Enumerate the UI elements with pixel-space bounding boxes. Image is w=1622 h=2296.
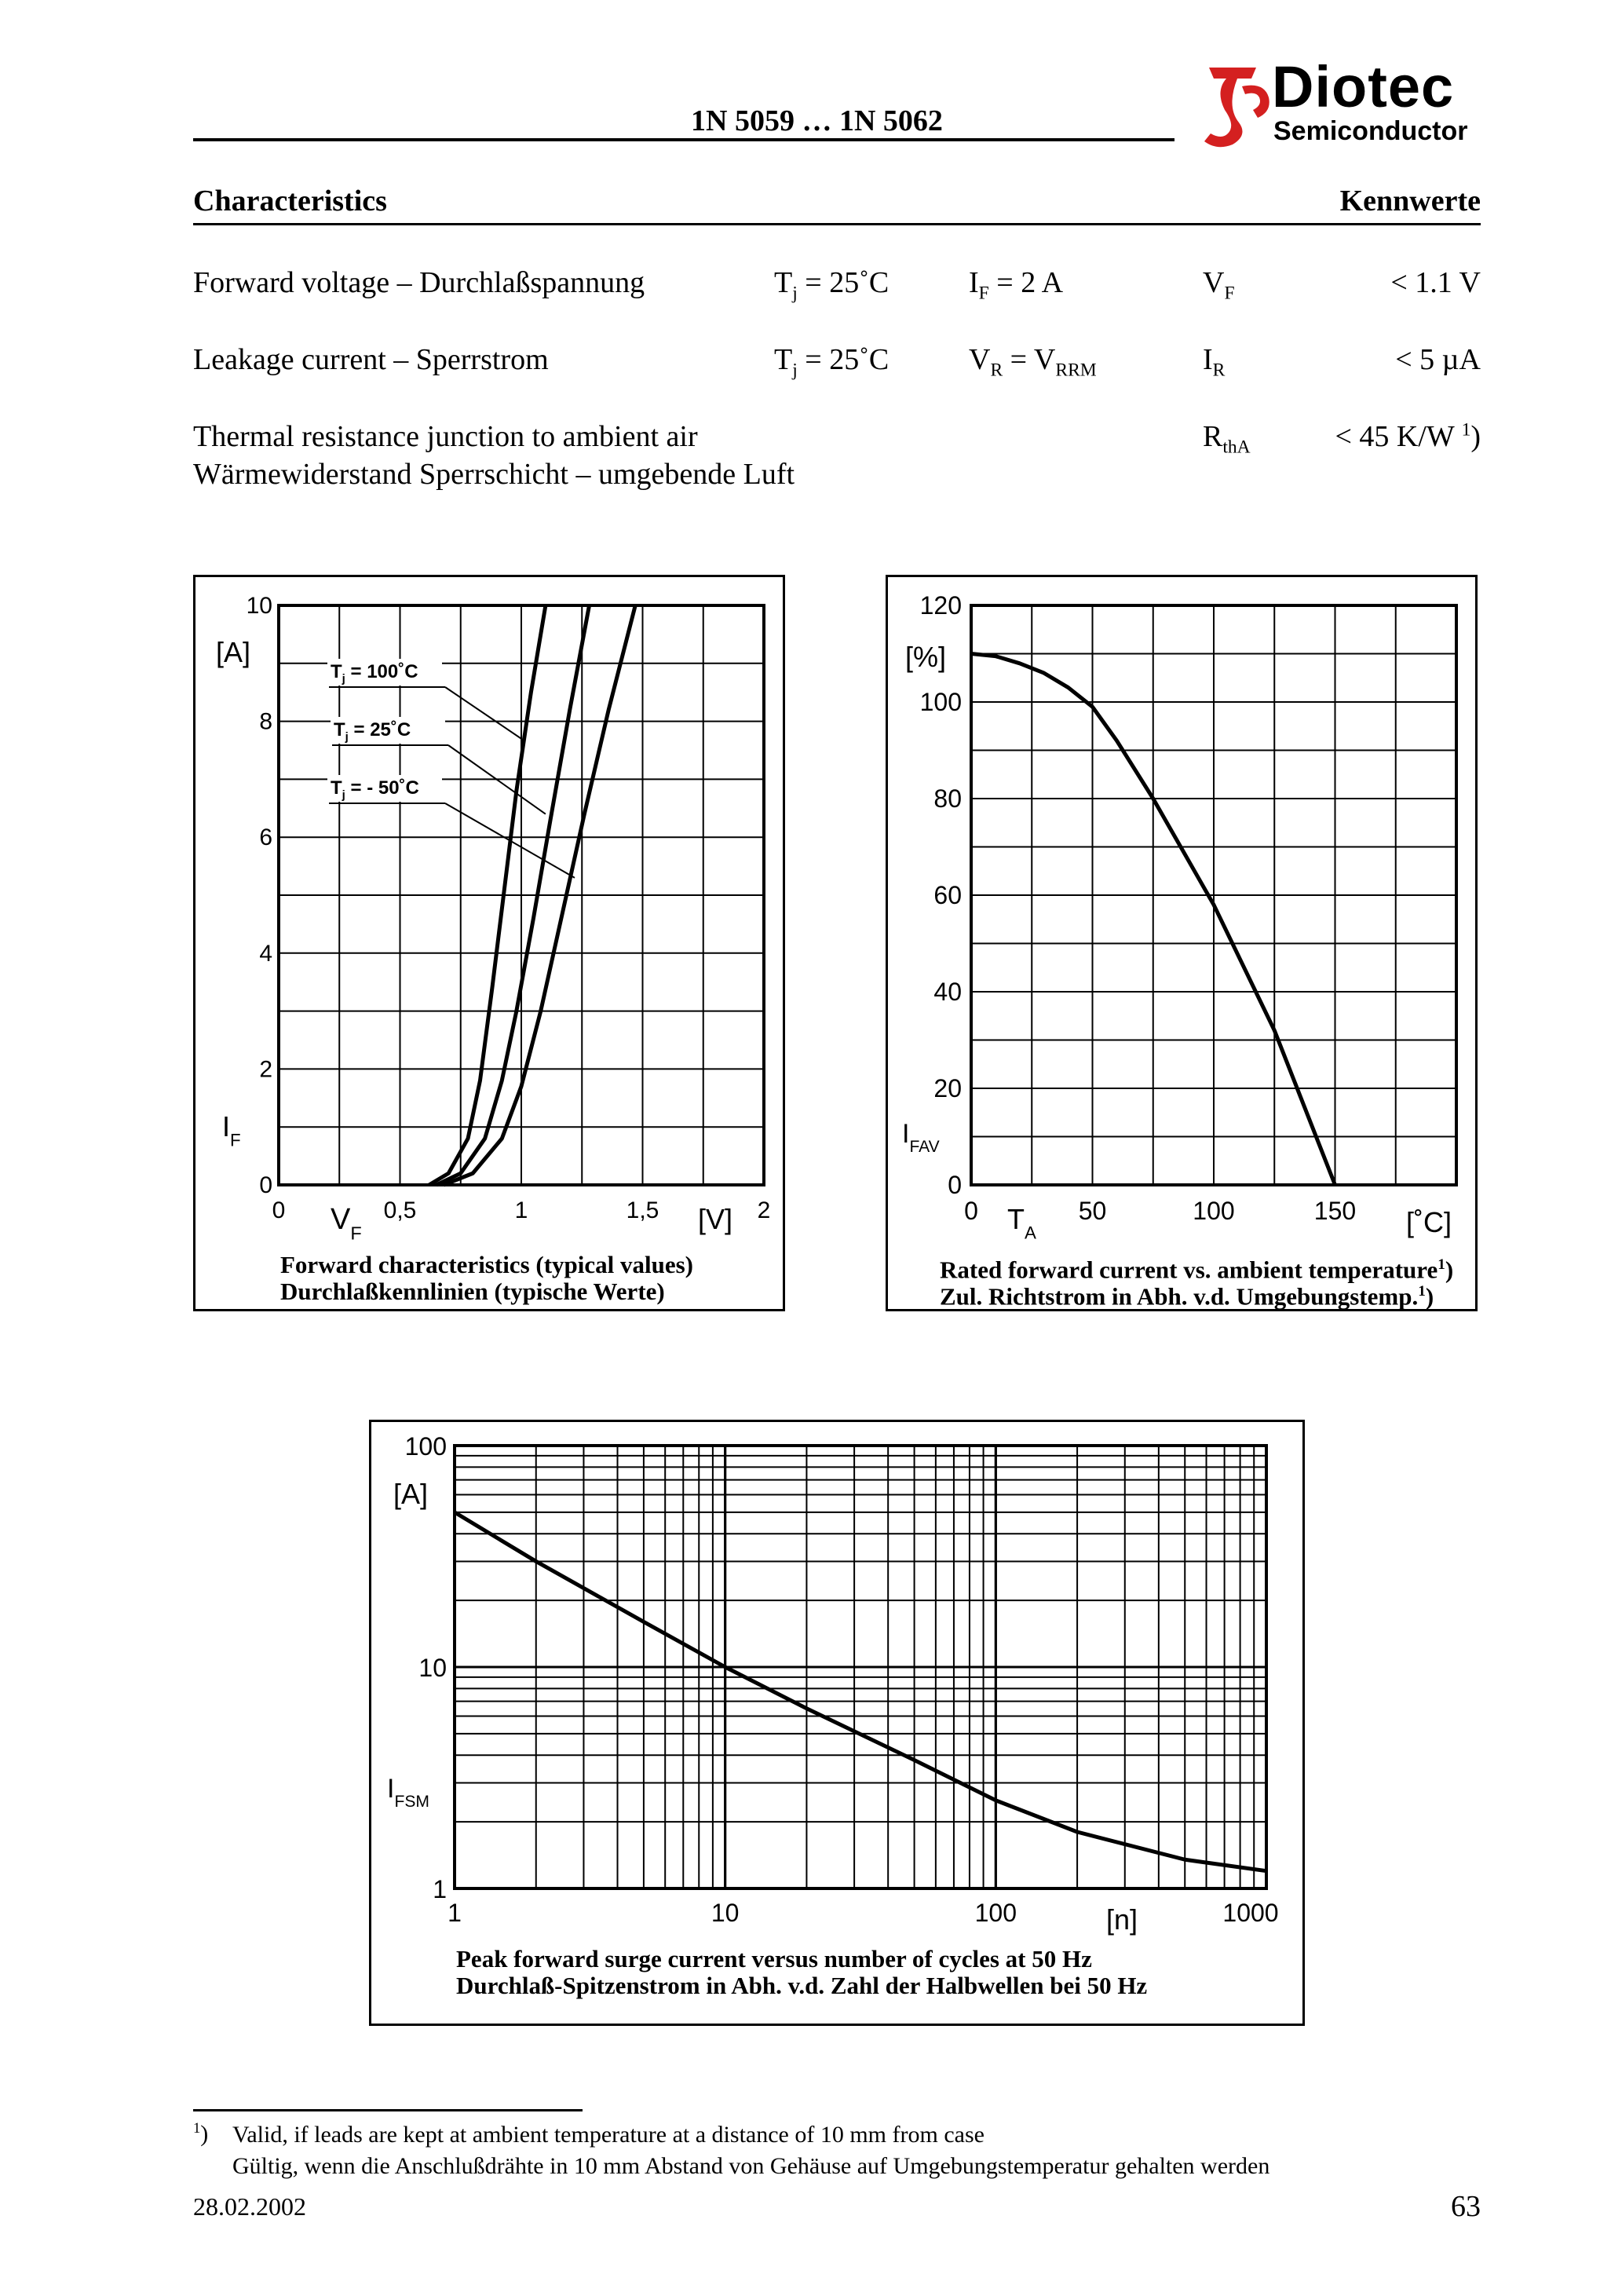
y-tick-label: 1 [433,1875,447,1903]
chart-surge-svg [371,1422,1302,2024]
x-tick-label: 1,5 [626,1197,659,1223]
row-thermal-value: < 45 K/W $^1$) [1335,419,1481,453]
y-tick-label: 80 [933,784,962,813]
x-tick-label: 150 [1313,1197,1357,1225]
y-tick-label: 0 [948,1171,962,1199]
y-axis-label: $I_{FAV}$ [902,1119,940,1156]
y-tick-label: 4 [259,940,272,967]
footnote-line-de: Gültig, wenn die Anschlußdrähte in 10 mm Abstand von Gehäuse auf Umgebungstemperatur gehalten werden [232,2153,1270,2179]
row-thermal-label-en: Thermal resistance junction to ambient air [193,420,698,453]
series-line-0 [455,1512,1266,1871]
row-forward-voltage-cond2: $I_F = 2$ A [969,266,1064,304]
x-tick-label: 0 [964,1197,978,1225]
document-title: 1N 5059 … 1N 5062 [691,104,943,137]
y-tick-label: 40 [933,978,962,1006]
series-label-0: $T_j$ = 100˚C [331,661,418,686]
section-title-de: Kennwerte [1339,185,1481,218]
row-leakage-label: Leakage current – Sperrstrom [193,343,549,376]
row-leakage-cond1: $T_j$ = 25˚C [774,343,890,381]
chart-forward-svg [195,577,783,1309]
x-tick-label: 100 [1193,1197,1235,1225]
logo-name: Diotec [1272,54,1455,119]
y-tick-label: 100 [919,688,962,716]
row-thermal-label-de: Wärmewiderstand Sperrschicht – umgebende Luft [193,458,795,491]
x-axis-label: $V_F$ [331,1203,362,1244]
x-unit-label: [˚C] [1406,1206,1452,1238]
chart3-title: Peak forward surge current versus number of cycles at 50 Hz [456,1945,1092,1972]
y-tick-label: 2 [259,1056,272,1083]
y-unit-label: [A] [393,1478,429,1510]
y-tick-label: 8 [259,708,272,735]
x-axis-label: $T_A$ [1007,1203,1036,1243]
x-tick-label: 10 [711,1899,740,1927]
series-label-1: $T_j$ = 25˚C [334,719,411,744]
y-tick-label: 120 [919,591,962,620]
chart1-title: Forward characteristics (typical values) [280,1251,694,1278]
row-leakage-value: < 5 µA [1395,343,1481,376]
row-forward-voltage-cond1: $T_j$ = 25˚C [774,266,890,304]
y-tick-label: 100 [404,1432,447,1461]
row-thermal-symbol: $R_{thA}$ [1203,420,1251,458]
x-tick-label: 1 [514,1197,528,1223]
chart1-subtitle: Durchlaßkennlinien (typische Werte) [280,1278,665,1305]
x-tick-label: 1 [448,1899,462,1927]
footnote-rule [193,2109,583,2111]
footnote-mark: $^1$) [193,2120,209,2147]
series-label-2: $T_j$ = - 50˚C [331,777,419,802]
y-tick-label: 0 [259,1172,272,1198]
y-axis-label: $I_{FSM}$ [387,1774,429,1811]
chart2-subtitle: Zul. Richtstrom in Abh. v.d. Umgebungstemp.$^1$) [940,1282,1434,1311]
logo-subtitle: Semiconductor [1273,116,1468,146]
row-forward-voltage-value: < 1.1 V [1390,266,1481,299]
footnote-line-en: Valid, if leads are kept at ambient temperature at a distance of 10 mm from case [232,2122,985,2148]
chart-forward-characteristics [193,575,785,1311]
row-leakage-symbol: $I_R$ [1203,343,1226,381]
x-tick-label: 50 [1078,1197,1107,1225]
x-tick-label: 0,5 [383,1197,417,1223]
y-unit-label: [%] [905,641,947,673]
y-tick-label: 60 [933,881,962,909]
x-axis-label: [n] [1105,1903,1138,1936]
header-rule [193,138,1174,141]
diotec-logo-icon [1193,60,1280,152]
x-tick-label: 1000 [1222,1899,1279,1927]
chart2-title: Rated forward current vs. ambient temperature$^1$) [940,1256,1454,1284]
document-date: 28.02.2002 [193,2192,306,2221]
chart-surge-current [369,1420,1305,2026]
row-leakage-cond2: $V_R = V_{RRM}$ [969,343,1097,381]
row-forward-voltage-label: Forward voltage – Durchlaßspannung [193,266,645,299]
chart-rated-svg [888,577,1475,1309]
section-title-en: Characteristics [193,185,387,218]
x-tick-label: 2 [757,1197,771,1223]
row-forward-voltage-symbol: $V_F$ [1203,266,1235,304]
section-rule [193,223,1481,225]
chart-rated-current [886,575,1478,1311]
y-unit-label: [A] [216,636,251,668]
x-tick-label: 0 [272,1197,286,1223]
y-axis-label: $I_F$ [222,1110,241,1150]
y-tick-label: 20 [933,1074,962,1102]
series-label-leader [445,803,575,878]
series-label-leader [445,687,521,739]
chart3-subtitle: Durchlaß-Spitzenstrom in Abh. v.d. Zahl der Halbwellen bei 50 Hz [456,1972,1148,1999]
y-tick-label: 10 [418,1654,447,1682]
x-unit-label: [V] [698,1203,733,1235]
y-tick-label: 10 [246,593,272,619]
page-number: 63 [1451,2190,1481,2223]
x-tick-label: 100 [974,1899,1017,1927]
y-tick-label: 6 [259,824,272,851]
